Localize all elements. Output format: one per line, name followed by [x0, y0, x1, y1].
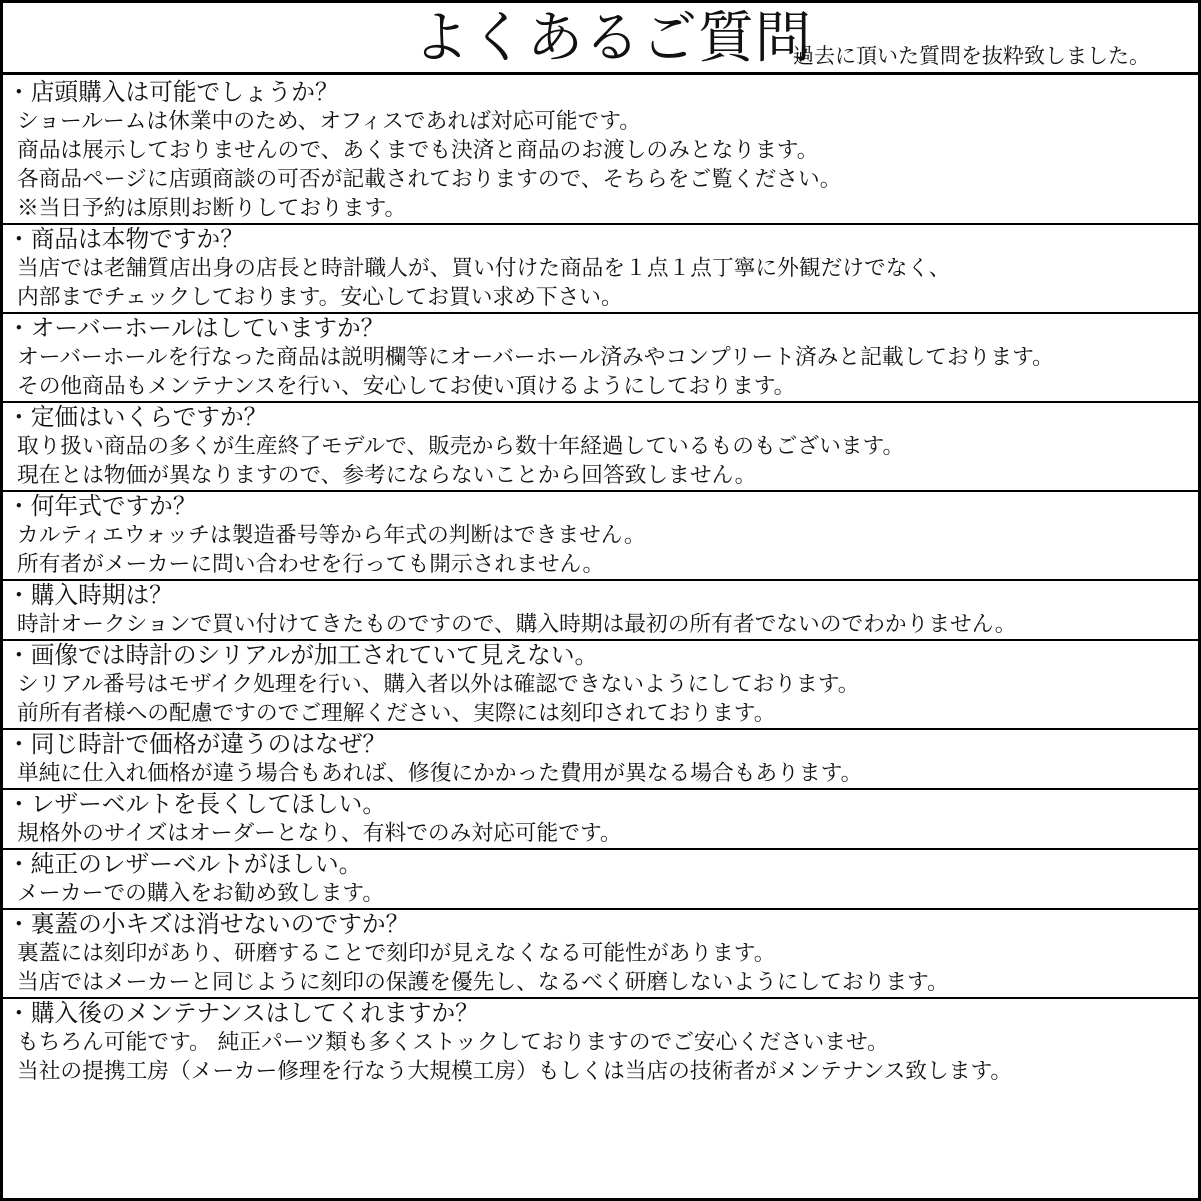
faq-list — [3, 78, 1198, 1197]
faq-answer-line: 当店ではメーカーと同じように刻印の保護を優先し、なるべく研磨しないようにしております。 — [17, 970, 949, 995]
faq-question: ・購入時期は？ — [7, 581, 173, 609]
faq-question: ・オーバーホールはしていますか？ — [7, 314, 385, 342]
faq-item — [3, 790, 1198, 850]
faq-answer-line: 当店では老舗質店出身の店長と時計職人が、買い付けた商品を１点１点丁寧に外観だけでなく、 — [17, 256, 951, 281]
faq-question: ・定価はいくらですか？ — [7, 403, 268, 431]
faq-answer-line: カルティエウォッチは製造番号等から年式の判断はできません。 — [17, 523, 646, 548]
faq-question: ・純正のレザーベルトがほしい。 — [7, 850, 363, 878]
faq-answer-line: シリアル番号はモザイク処理を行い、購入者以外は確認できないようにしております。 — [17, 672, 860, 697]
faq-question: ・裏蓋の小キズは消せないのですか？ — [7, 910, 410, 938]
faq-answer-line: ショールームは休業中のため、オフィスであれば対応可能です。 — [17, 109, 641, 134]
faq-answer-line: 当社の提携工房（メーカー修理を行なう大規模工房）もしくは当店の技術者がメンテナンス致します。 — [17, 1059, 1013, 1084]
faq-item — [3, 730, 1198, 790]
faq-answer-line: 内部までチェックしております。安心してお買い求め下さい。 — [17, 285, 623, 310]
faq-answer-line: オーバーホールを行なった商品は説明欄等にオーバーホール済みやコンプリート済みと記載しております。 — [17, 345, 1054, 370]
faq-answer-line: 商品は展示しておりませんので、あくまでも決済と商品のお渡しのみとなります。 — [17, 138, 819, 163]
faq-answer-line: 単純に仕入れ価格が違う場合もあれば、修復にかかった費用が異なる場合もあります。 — [17, 761, 863, 786]
faq-item — [3, 641, 1198, 730]
faq-question: ・店頭購入は可能でしょうか？ — [7, 78, 339, 106]
faq-answer-line: もちろん可能です。 純正パーツ類も多くストックしておりますのでご安心くださいませ。 — [17, 1030, 889, 1055]
faq-item — [3, 581, 1198, 641]
page-title: よくあるご質問 — [413, 6, 812, 71]
faq-answer-line: 裏蓋には刻印があり、研磨することで刻印が見えなくなる可能性があります。 — [17, 941, 776, 966]
faq-question: ・同じ時計で価格が違うのはなぜ？ — [7, 730, 387, 758]
header — [3, 3, 1198, 75]
page-subtitle: 過去に頂いた質問を抜粋致しました。 — [793, 44, 1150, 68]
faq-item — [3, 314, 1198, 403]
faq-answer-line: 取り扱い商品の多くが生産終了モデルで、販売から数十年経過しているものもございます。 — [17, 434, 905, 459]
faq-answer-line: 各商品ページに店頭商談の可否が記載されておりますので、そちらをご覧ください。 — [17, 167, 842, 192]
faq-item — [3, 999, 1198, 1086]
faq-item — [3, 492, 1198, 581]
faq-item — [3, 910, 1198, 999]
faq-question: ・購入後のメンテナンスはしてくれますか？ — [7, 999, 479, 1027]
faq-answer-line: 現在とは物価が異なりますので、参考にならないことから回答致しません。 — [17, 463, 757, 488]
faq-answer-line: 時計オークションで買い付けてきたものですので、購入時期は最初の所有者でないのでわかりません。 — [17, 612, 1017, 637]
faq-question: ・画像では時計のシリアルが加工されていて見えない。 — [7, 641, 599, 669]
faq-question: ・何年式ですか？ — [7, 492, 197, 520]
faq-answer-line: 規格外のサイズはオーダーとなり、有料でのみ対応可能です。 — [17, 821, 622, 846]
faq-question: ・レザーベルトを長くしてほしい。 — [7, 790, 387, 818]
faq-answer-line: その他商品もメンテナンスを行い、安心してお使い頂けるようにしております。 — [17, 374, 796, 399]
faq-answer-line: ※当日予約は原則お断りしております。 — [17, 196, 407, 221]
faq-item — [3, 850, 1198, 910]
faq-answer-line: 所有者がメーカーに問い合わせを行っても開示されません。 — [17, 552, 605, 577]
faq-item — [3, 225, 1198, 314]
faq-item — [3, 78, 1198, 225]
faq-answer-line: メーカーでの購入をお勧め致します。 — [17, 881, 385, 906]
faq-answer-line: 前所有者様への配慮ですのでご理解ください、実際には刻印されております。 — [17, 701, 776, 726]
faq-question: ・商品は本物ですか？ — [7, 225, 244, 253]
faq-item — [3, 403, 1198, 492]
